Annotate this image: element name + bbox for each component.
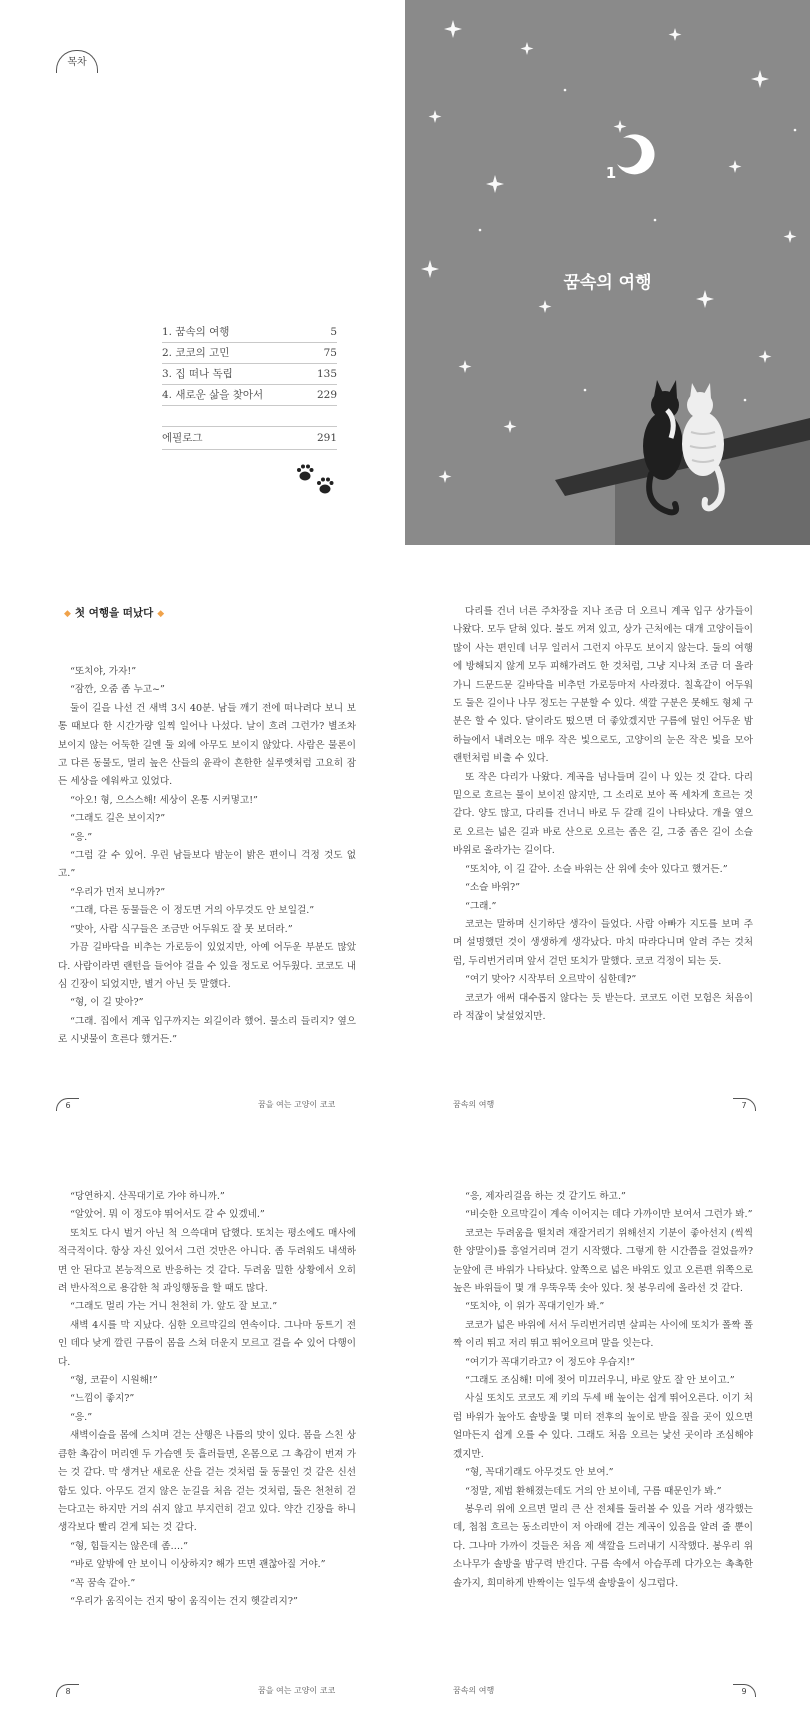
- paragraph: “소슬 바위?”: [465, 882, 521, 894]
- paragraph: 새벽 4시를 막 지났다. 심한 오르막길의 연속이다. 그나마 동트기 전인 데다 낮게 깔린 구름이 몸을 스쳐 더운지 모르고 걸을 수 있어 다행이다.: [58, 1319, 356, 1368]
- page-number: 6: [56, 1098, 79, 1111]
- body-text: [58, 1188, 356, 1611]
- paragraph: 코코가 넓은 바위에 서서 두리번거리면 살피는 사이에 또치가 폴짝 폴짝 이리 뛰고 저리 뛰고 뛰어오르며 말을 잇는다.: [453, 1319, 753, 1350]
- paragraph: “그래.”: [465, 900, 497, 912]
- paragraph: “형, 힘들지는 않은데 좀….”: [70, 1540, 189, 1552]
- toc-tab: 목차: [56, 50, 98, 73]
- paragraph: 또 작은 다리가 나왔다. 계곡을 넘나들며 길이 나 있는 것 같다. 다리 밑으로 흐르는 물이 보이진 않지만, 그 소리로 보아 폭 세차게 흐르는 것 같다. 양도 많고, 다리를 건너니 바로 두 갈래 길이 나타났다. 개울 옆으로 오르는 넓은 길과 바로 산으로 오르는 좁은 길, 그중 좁은 길이 소슬 바위로 올라가는 길이다.: [453, 771, 753, 857]
- paragraph: “느낌이 좋지?”: [70, 1393, 135, 1405]
- spread-pages-6-7: [0, 575, 810, 1120]
- paragraph: 코코가 애써 대수롭지 않다는 듯 받는다. 코코도 이런 모험은 처음이라 적잖이 낯설었지만.: [453, 992, 753, 1022]
- chapter-opener-page: [405, 0, 810, 545]
- paragraph: “바로 앞밖에 안 보이니 이상하지? 해가 뜨면 괜찮아질 거야.”: [70, 1559, 326, 1571]
- page-8: [0, 1160, 405, 1728]
- body-text: [453, 1188, 753, 1593]
- running-header: 꿈속의 여행: [453, 1100, 495, 1109]
- paragraph: “그래도 길은 보이지?”: [70, 813, 166, 825]
- toc-entry-title: 2. 코코의 고민: [162, 347, 230, 359]
- paragraph: 둘이 길을 나선 건 새벽 3시 40분. 남들 깨기 전에 떠나려다 보니 보통 때보다 한 시간가량 일찍 일어나 나섰다. 날이 흐려 그런가? 별조차 보이지 않는 어둑한 길엔 둘 외에 아무도 보이지 않았다. 사람은 물론이고 다른 동물도, 멀리 높은 산들의 윤곽이 흔한한 실루엣처럼 고요히 잠든 세상을 에워싸고 있었다.: [58, 702, 356, 788]
- page-7: [405, 575, 810, 1120]
- page-number: 9: [733, 1684, 756, 1697]
- paragraph: “형, 꼭대기래도 아무것도 안 보여.”: [465, 1467, 614, 1479]
- paragraph: 다리를 건너 너른 주차장을 지나 조금 더 오르니 계곡 입구 상가들이 나왔다. 모두 닫혀 있다. 불도 꺼져 있고, 상가 근처에는 대개 고양이들이 많이 사는 편인데 너무 일러서 그런지 아무도 보이지 않는다. 둘의 여행에 방해되지 않게 모두 피해가려도 한 것처럼, 그냥 지나쳐 조금 더 올라가니 드문드문 길바닥을 비추던 가로등마저 사라졌다. 칠흑같이 어두워도 둘은 길이나 나무 정도는 구분할 수 있다. 색깔 구분은 못해도 형체 구분은 할 수 있다. 달이라도 떴으면 더 좋았겠지만 구름에 덮인 어두운 밤하늘에서 내려오는 매우 작은 빛으로도, 고양이의 눈은 작은 빛을 모아 랜턴처럼 비출 수 있다.: [453, 606, 753, 765]
- paragraph: 사실 또치도 코코도 제 키의 두세 배 높이는 쉽게 뛰어오른다. 이기 처럼 바위가 높아도 솔방울 몇 미터 전후의 높이로 받을 짚을 곳이 있으면 얼마든지 쉽게 오를 수 있다. 그래도 처음 오르는 낯선 곳이라 조심해야겠지만.: [453, 1393, 753, 1460]
- paragraph: “당연하지. 산꼭대기로 가야 하니까.”: [70, 1191, 225, 1202]
- toc-entry-title: 에필로그: [162, 432, 203, 444]
- paragraph: “여기가 꼭대기라고? 이 정도야 우습지!”: [465, 1356, 636, 1368]
- spread-toc: [0, 0, 810, 545]
- paragraph: “우리가 움직이는 건지 땅이 움직이는 건지 헷갈리지?”: [70, 1595, 298, 1607]
- toc-entry-page: 75: [323, 347, 337, 359]
- page-6: [0, 575, 405, 1120]
- toc-entry-page: 5: [330, 326, 337, 338]
- paragraph: 가끔 길바닥을 비추는 가로등이 있었지만, 아예 어두운 부분도 많았다. 사람이라면 랜턴을 들어야 걸을 수 있을 정도로 어두웠다. 코코도 내심 긴장이 되었지만, 별거 아닌 듯 말했다.: [58, 942, 356, 990]
- paragraph: “비슷한 오르막길이 계속 이어지는 데다 가까이만 보여서 그런가 봐.”: [465, 1209, 753, 1221]
- running-header: 꿈을 여는 고양이 코코: [258, 1100, 336, 1109]
- paragraph: 코코는 말하며 신기하단 생각이 들었다. 사람 아빠가 지도를 보며 주며 설명했던 것이 생생하게 생각났다. 마치 따라다니며 알려 주는 것처럼, 두리번거리며 앞서 걷던 또치가 말했다. 코코 걱정이 되는 듯.: [453, 918, 753, 967]
- paragraph: “정말, 제법 환해졌는데도 거의 안 보이네, 구름 때문인가 봐.”: [465, 1485, 722, 1497]
- paragraph: 새벽이슬을 몸에 스치며 걷는 산행은 나름의 맛이 있다. 몸을 스친 상큼한 촉감이 머리엔 두 가슴엔 듯 흘러들면, 온몸으로 그 촉감이 번져 가는 것 같다. 막 생겨난 새로운 산을 걷는 것처럼 둘 동물인 것 같은 신선함도 있다. 아무도 걷지 않은 눈길을 처음 걷는 것처럼, 둘은 천천히 걷는다고는 하지만 거의 쉬지 않고 부지런히 걷고 있다. 약간 긴장을 하니 생각보다 빨리 걷게 되는 것 같다.: [58, 1430, 356, 1534]
- toc-entry-page: 291: [316, 432, 337, 444]
- running-header: 꿈속의 여행: [453, 1686, 495, 1695]
- paragraph: “응, 제자리걸음 하는 것 같기도 하고.”: [465, 1191, 626, 1202]
- paragraph: “그럼 갈 수 있어. 우린 남들보다 밤눈이 밝은 편이니 걱정 것도 없고.”: [58, 850, 356, 880]
- page-number: 8: [56, 1684, 79, 1697]
- paragraph: “또치야, 이 위가 꼭대기인가 봐.”: [465, 1301, 605, 1313]
- paragraph: “알았어. 뭐 이 정도야 뛰어서도 갈 수 있겠네.”: [70, 1209, 265, 1221]
- toc-entry[interactable]: [162, 343, 337, 364]
- page-9: [405, 1160, 810, 1728]
- paragraph: “응.”: [70, 1411, 93, 1423]
- toc-entry-title: 4. 새로운 삶을 찾아서: [162, 389, 264, 401]
- paragraph: “그래, 다른 동물들은 이 정도면 거의 아무것도 안 보일걸.”: [70, 905, 315, 917]
- paragraph: “아오! 형, 으스스해! 세상이 온통 시커멓고!”: [70, 794, 258, 806]
- spread-pages-8-9: [0, 1160, 810, 1728]
- paragraph: “꼭 꿈속 같아.”: [70, 1577, 136, 1589]
- toc-entry-page: 135: [316, 368, 337, 380]
- toc-entry-page: 229: [316, 389, 337, 401]
- paw-prints-icon: [296, 462, 338, 498]
- toc-entry[interactable]: [162, 364, 337, 385]
- paragraph: “맞아, 사람 식구들은 조금만 어두워도 잘 못 보더라.”: [70, 923, 293, 935]
- page-number: 7: [733, 1098, 756, 1111]
- toc-list: [162, 322, 337, 450]
- paragraph: “또치야, 이 길 같아. 소슬 바위는 산 위에 솟아 있다고 했거든.”: [465, 863, 728, 875]
- paragraph: 코코는 두려움을 떨치려 재잘거리기 위해선지 기분이 좋아선지 (씩씩한 양말이)를 흥얼거리며 걷기 시작했다. 그렇게 한 시간쯤을 걸었을까? 눈앞에 큰 바위가 나타났다. 앞쪽으로 넓은 바위도 있고 오른편 위쪽으로 높은 바위들이 몇 개 우뚝우뚝 솟아 있다. 첫 봉우리에 올라선 것 같다.: [453, 1227, 753, 1295]
- paragraph: 또치도 다시 벌거 아닌 척 으쓱대며 답했다. 또치는 평소에도 매사에 적극적이다. 항상 자신 있어서 그런 것만은 아니다. 좀 두려워도 내색하면 안 된다고 본능적으로 반응하는 것 같다. 두려움 밀한 상황에서 오히려 반사적으로 용감한 척 과잉행동을 할 때도 많다.: [58, 1227, 356, 1295]
- paragraph: 봉우리 위에 오르면 멀리 큰 산 전체를 둘러볼 수 있을 거라 생각했는데, 첩첩 흐르는 동소리만이 저 아래에 걷는 계곡이 있음을 알려 줄 뿐이다. 그나마 가까이 것들은 처음 제 색깔을 드러내기 시작했다. 봉우리 위 소나무가 솔방울 밤구력 반긴다. 구름 속에서 아슴푸레 다가오는 촉촉한 솔가지, 희미하게 반짝이는 일두색 솔방울이 싱그럽다.: [453, 1503, 753, 1589]
- paragraph: “우리가 먼저 보니까?”: [70, 886, 166, 898]
- toc-entry-epilogue[interactable]: [162, 426, 337, 450]
- toc-entry-title: 1. 꿈속의 여행: [162, 326, 230, 338]
- chapter-number: 1: [605, 164, 617, 182]
- toc-entry[interactable]: [162, 385, 337, 406]
- paragraph: “잠깐, 오줌 좀 누고~”: [70, 684, 165, 696]
- paragraph: “형, 이 길 맞아?”: [70, 997, 144, 1009]
- toc-entry-title: 3. 집 떠나 독립: [162, 368, 233, 380]
- body-text: [58, 663, 356, 1050]
- toc-page: [0, 0, 405, 545]
- paragraph: “그래. 집에서 계곡 입구까지는 외길이라 했어. 물소리 들리지? 옆으로 시냇물이 흐른다 했거든.”: [58, 1015, 356, 1046]
- toc-entry[interactable]: [162, 322, 337, 343]
- body-text: [453, 603, 753, 1026]
- running-header: 꿈을 여는 고양이 코코: [258, 1686, 336, 1695]
- paragraph: “응.”: [70, 831, 93, 843]
- section-heading: ◆ 첫 여행을 떠났다 ◆: [64, 607, 165, 619]
- paragraph: “또치야, 가자!”: [70, 666, 137, 677]
- diamond-icon: ◆: [157, 609, 165, 619]
- paragraph: “그래도 멀리 가는 거니 천천히 가. 앞도 잘 보고.”: [70, 1301, 278, 1313]
- chapter-title: 꿈속의 여행: [563, 273, 652, 293]
- paragraph: “그래도 조심해! 미에 젖어 미끄러우니, 바로 앞도 잘 안 보이고.”: [465, 1375, 735, 1387]
- diamond-icon: ◆: [64, 609, 71, 619]
- paragraph: “형, 코끝이 시원해!”: [70, 1375, 158, 1387]
- paragraph: “여기 맞아? 시작부터 오르막이 심한데?”: [465, 974, 637, 986]
